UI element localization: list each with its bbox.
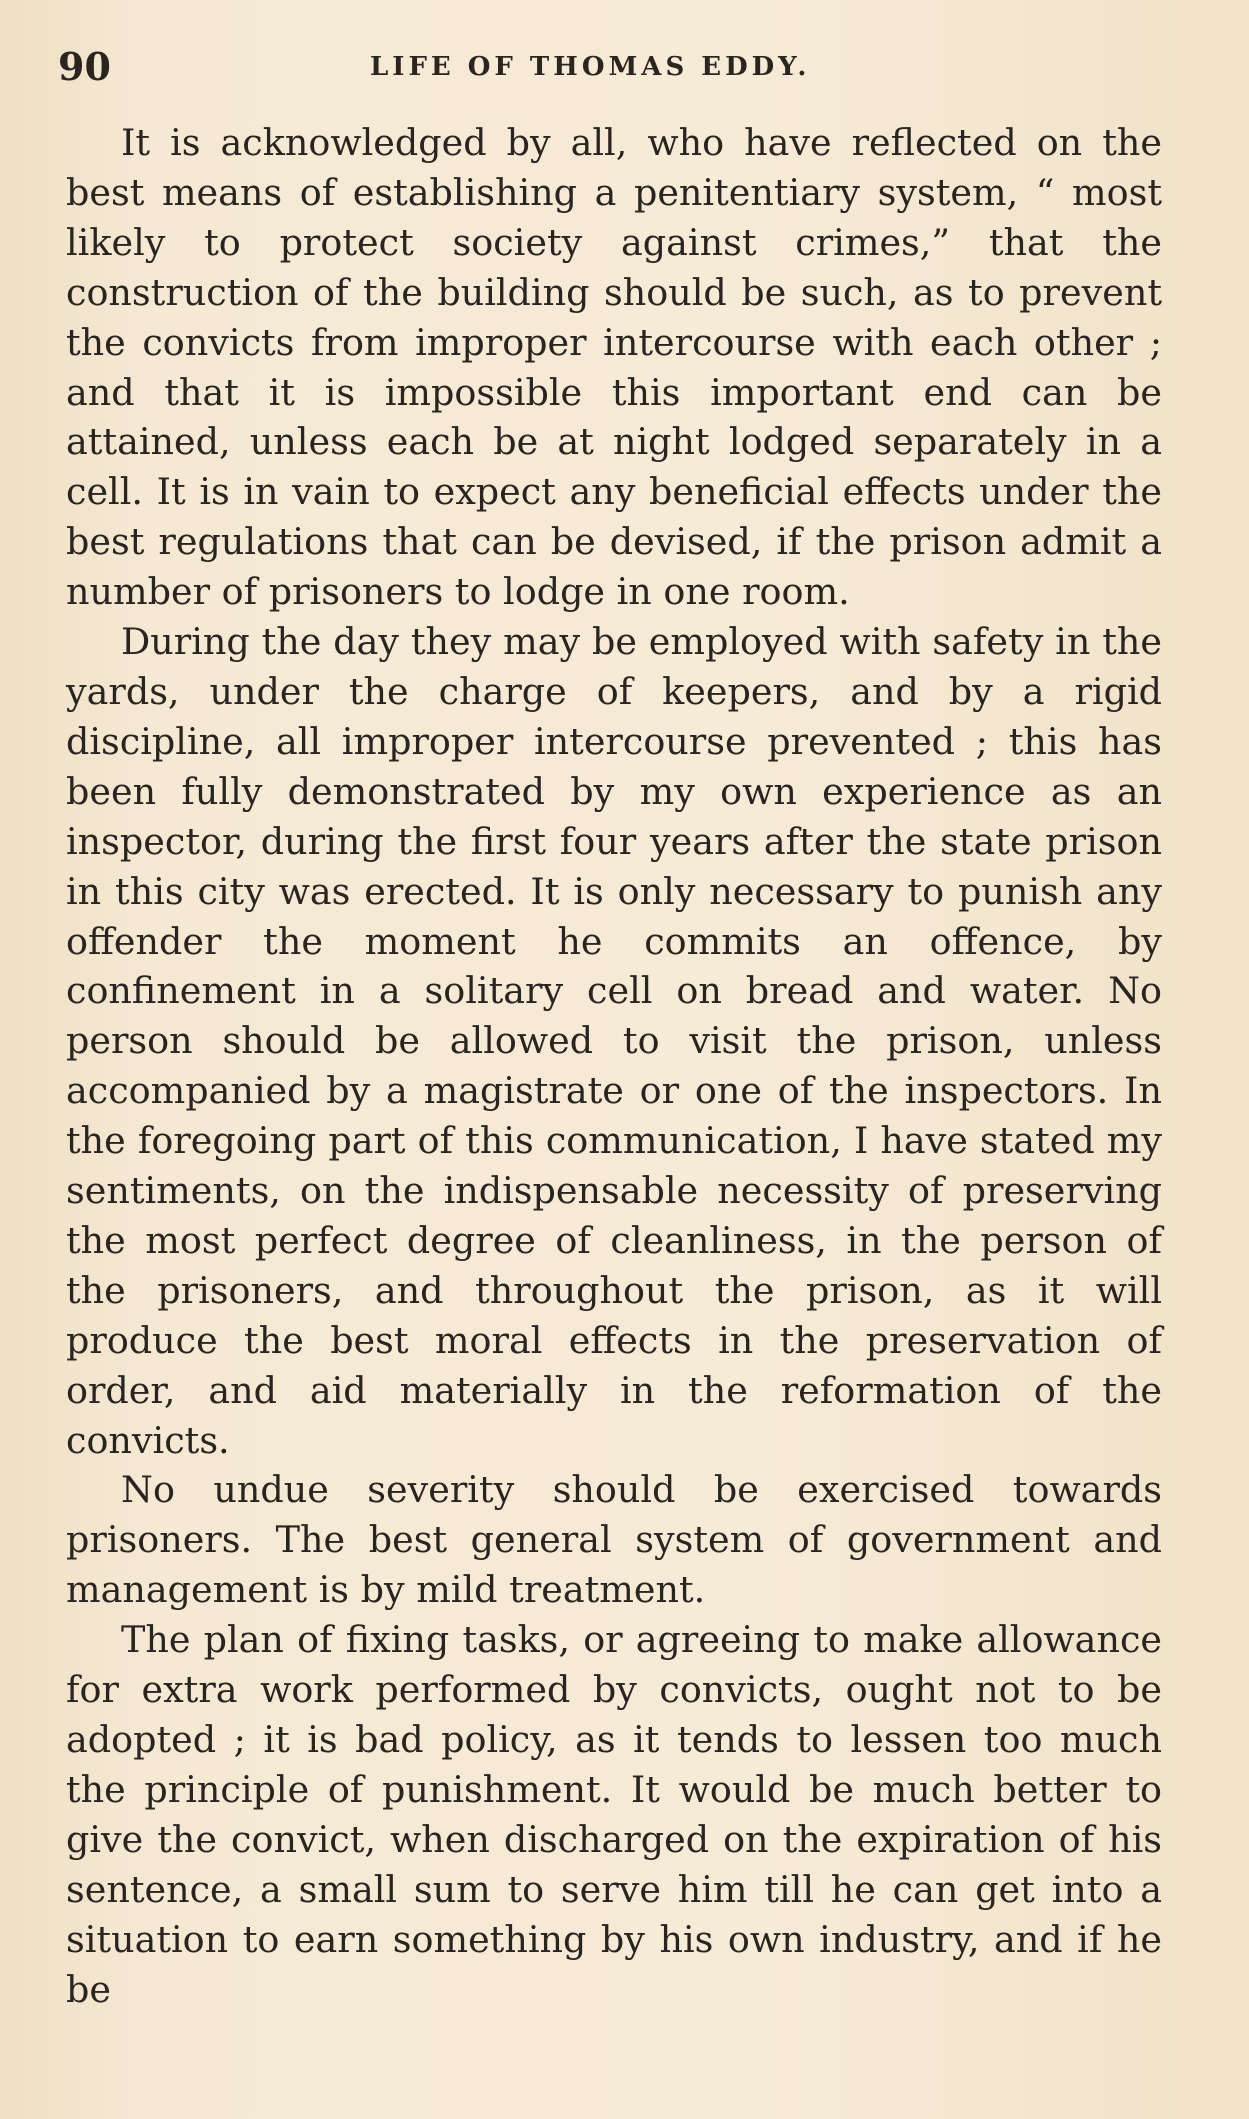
paragraph: During the day they may be employed with safety in the yards, under the charge of keepers, and by a rigid discipline, all improper intercourse prevented ; this has been fully demonstrated by my own experience as an inspector, during the first four years after the state prison in this city was erected. It is only necessary to punish any offender the moment he commits an offence, by confinement in a solitary cell on bread and water. No person should be allowed to visit the prison, unless accompanied by a magistrate or one of the inspectors. In the foregoing part of this communication, I have stated my sentiments, on the indispensable necessity of preserving the most perfect degree of cleanliness, in the person of the prisoners, and throughout the prison, as it will produce the best moral effects in the preservation of order, and aid materially in the reformation of the convicts. [66,620,1162,1462]
running-header [58,44,1158,89]
running-title: LIFE OF THOMAS EDDY. [370,52,811,82]
paragraph: No undue severity should be exercised towards prisoners. The best general system of government and management is by mild treatment. [66,1468,1162,1612]
page-number: 90 [58,44,111,89]
paragraph: The plan of fixing tasks, or agreeing to make allowance for extra work performed by convicts, ought not to be adopted ; it is bad policy, as it tends to lessen too much the principle of punishment. It would be much better to give the convict, when discharged on the expiration of his sentence, a small sum to serve him till he can get into a situation to earn something by his own industry, and if he be [66,1618,1162,2011]
body-text [66,118,1162,2014]
paragraph: It is acknowledged by all, who have reflected on the best means of establishing a penitentiary system, “ most likely to protect society against crimes,” that the construction of the building should be such, as to prevent the convicts from improper intercourse with each other ; and that it is impossible this important end can be attained, unless each be at night lodged separately in a cell. It is in vain to expect any beneficial effects under the best regulations that can be devised, if the prison admit a number of prisoners to lodge in one room. [66,121,1162,614]
